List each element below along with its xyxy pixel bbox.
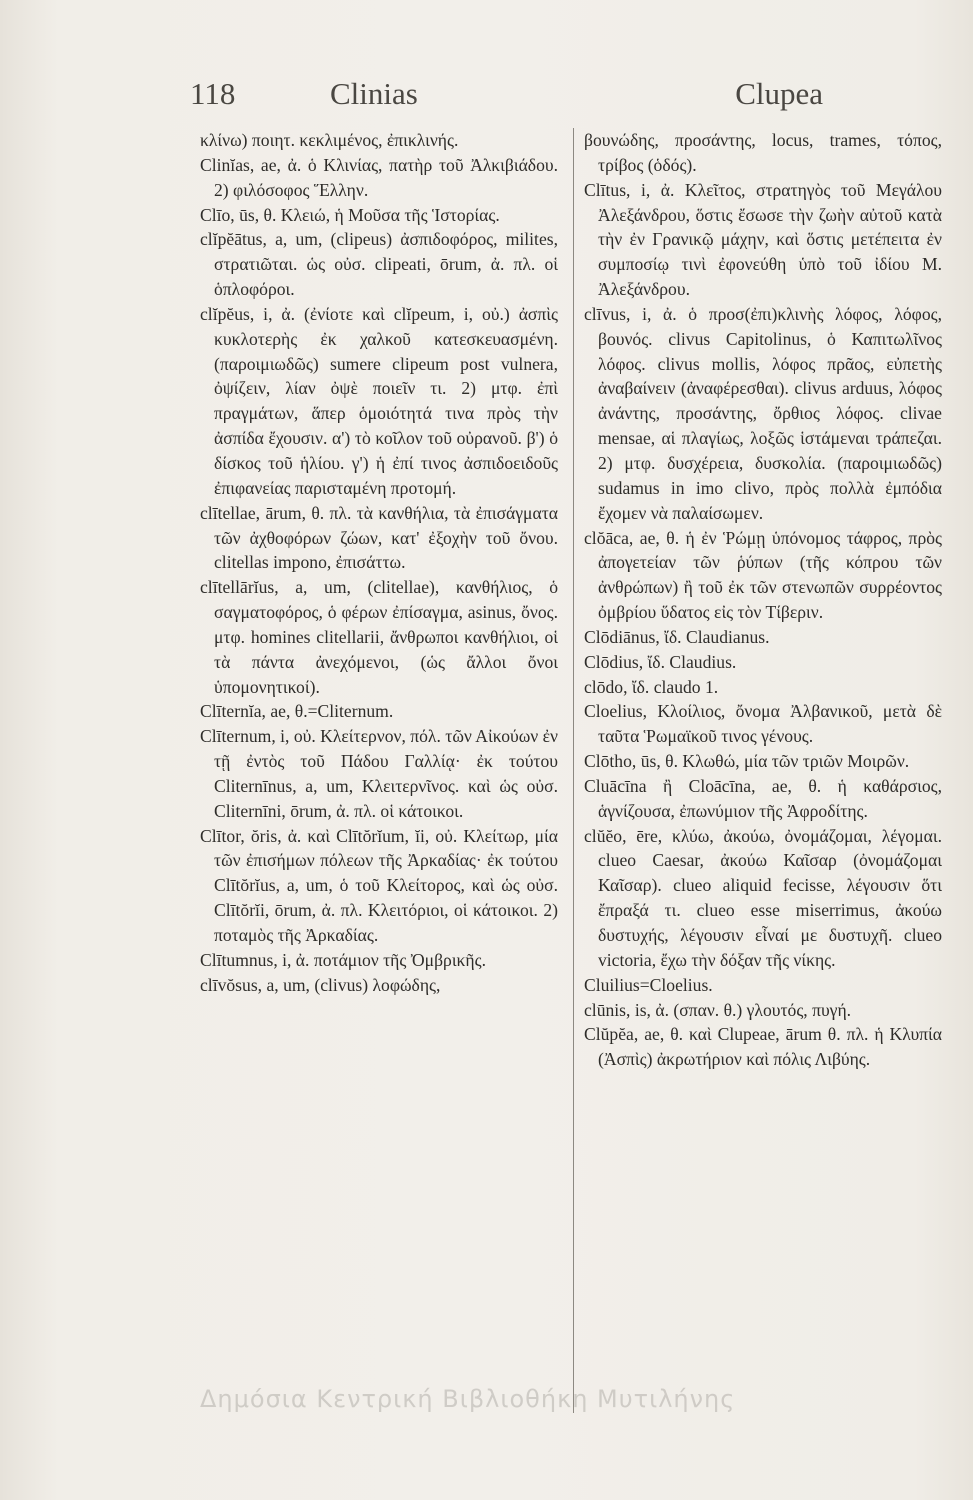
dictionary-entry: Cloelius, Κλοίλιος, ὄνομα Ἀλβανικοῦ, μετὰ δὲ ταῦτα Ῥωμαϊκοῦ τινος γένους. — [584, 701, 942, 747]
dictionary-entry: Clītus, i, ἀ. Κλεῖτος, στρατηγὸς τοῦ Μεγάλου Ἀλεξάνδρου, ὅστις ἔσωσε τὴν ζωὴν αὐτοῦ κατὰ τὴν ἐν Γρανικῷ μάχην, καὶ ὅστις μετέπειτα ἐν συμποσίῳ τινὶ ἐφονεύθη ὑπὸ τοῦ ἰδίου Μ. Ἀλεξάνδρου. — [584, 179, 942, 300]
dictionary-entry: Clŭpĕa, ae, θ. καὶ Clupeae, ārum θ. πλ. ἡ Κλυπία (Ἀσπὶς) ἀκρωτήριον καὶ πόλις Λιβύης. — [584, 1024, 942, 1070]
dictionary-entry: clītellārĭus, a, um, (clitellae), κανθήλιος, ὁ σαγματοφόρος, ὁ φέρων ἐπίσαγμα, asinus, ὄνος. μτφ. homines clitellarii, ἄνθρωποι κανθήλιοι, οἱ τὰ πάντα ἀνεχόμενοι, (ὡς ἄλλοι ὄνοι ὑπομονητικοί). — [200, 577, 558, 697]
dictionary-entry: Clōdiānus, ἴδ. Claudianus. — [584, 626, 770, 647]
dictionary-entry: Cluācīna ἢ Cloācīna, ae, θ. ἡ καθάρσιος, ἁγνίζουσα, ἐπωνύμιον τῆς Ἀφροδίτης. — [584, 775, 942, 821]
dictionary-entry: Clōtho, ūs, θ. Κλωθώ, μία τῶν τριῶν Μοιρῶν. — [584, 751, 910, 772]
library-watermark: Δημόσια Κεντρική Βιβλιοθήκη Μυτιλήνης — [200, 1385, 736, 1413]
dictionary-entry: Clīternum, i, οὐ. Κλείτερνον, πόλ. τῶν Αἰκούων ἐν τῇ ἐντὸς τοῦ Πάδου Γαλλίᾳ· ἐκ τούτου Cliternīnus, a, um, Κλειτερνῖνος. καὶ ὡς οὐσ. Cliternīni, ōrum, ἀ. πλ. οἱ κάτοικοι. — [200, 726, 558, 821]
dictionary-entry: Clīo, ūs, θ. Κλειώ, ἡ Μοῦσα τῆς Ἱστορίας. — [200, 204, 500, 225]
dictionary-entry: clūnis, is, ἀ. (σπαν. θ.) γλουτός, πυγή. — [584, 999, 852, 1020]
dictionary-entry: Clīternĭa, ae, θ.=Cliternum. — [200, 701, 394, 722]
dictionary-entry: βουνώδης, προσάντης, locus, trames, τόπος, τρίβος (ὁδός). — [584, 130, 942, 175]
column-divider — [573, 128, 574, 1413]
dictionary-entry: clōdo, ἴδ. claudo 1. — [584, 676, 719, 697]
dictionary-entry: clŏāca, ae, θ. ἡ ἐν Ῥώμῃ ὑπόνομος τάφρος, πρὸς ἀπογετείαν τῶν ῥύπων (τῆς κόπρου τῶν ἀνθρώπων) ἢ τοῦ ἐκ τῶν στενωπῶν συρρέοντος ὀμβρίου ὕδατος εἰς τὸν Τίβεριν. — [584, 527, 942, 623]
page-header — [190, 76, 823, 120]
dictionary-entry: clīvŏsus, a, um, (clivus) λοφώδης, — [200, 974, 441, 995]
page-number: 118 — [190, 76, 236, 111]
dictionary-entry: clĭpĕus, i, ἀ. (ἐνίοτε καὶ clĭpeum, i, οὐ.) ἀσπὶς κυκλοτερὴς ἐκ χαλκοῦ κατεσκευασμένη. (παροιμιωδῶς) sumere clipeum post vulnera, ὀψίζειν, λίαν ὀψὲ ποιεῖν τι. 2) μτφ. ἐπὶ πραγμάτων, ἅπερ ὁμοιότητά τινα πρὸς τὴν ἀσπίδα ἔχουσιν. α') τὸ κοῖλον τοῦ οὐρανοῦ. β') ὁ δίσκος τοῦ ἡλίου. γ') ἡ ἐπί τινος ἀσπιδοειδοῦς ἐπιφανείας παρισταμένη προτομή. — [200, 303, 558, 498]
dictionary-entry: Clōdius, ἴδ. Claudius. — [584, 651, 737, 672]
dictionary-entry: clīvus, i, ἀ. ὁ προσ(ἐπι)κλινὴς λόφος, λόφος, βουνός. clivus Capitolinus, ὁ Καπιτωλῖνος λόφος. clivus mollis, λόφος πρᾶος, εὐπετὴς ἀναβαίνειν (ἀναφέρεσθαι). clivus arduus, λόφος ἀνάντης, προσάντης, ὄρθιος λόφος. clivae mensae, αἱ πλαγίως, λοξῶς ἱστάμεναι τράπεζαι. 2) μτφ. δυσχέρεια, δυσκολία. (παροιμιωδῶς) sudamus in imo clivo, πρὸς πολλὰ ἐμπόδια ἔχομεν νὰ παλαίσωμεν. — [584, 303, 942, 523]
guide-word-left: Clinias — [330, 76, 418, 111]
dictionary-entry: Clītor, ŏris, ἀ. καὶ Clītŏrĭum, ĭi, οὐ. Κλείτωρ, μία τῶν ἐπισήμων πόλεων τῆς Ἀρκαδίας· ἐκ τούτου Clītŏrĭus, a, um, ὁ τοῦ Κλείτορος, καὶ ὡς οὐσ. Clītŏrĭi, ōrum, ἀ. πλ. Κλειτόριοι, οἱ κάτοικοι. 2) ποταμὸς τῆς Ἀρκαδίας. — [200, 825, 558, 945]
dictionary-entry: clĭpĕātus, a, um, (clipeus) ἀσπιδοφόρος, milites, στρατιῶται. ὡς οὐσ. clipeati, ōrum, ἀ. πλ. οἱ ὁπλοφόροι. — [200, 229, 558, 300]
dictionary-entry: clŭĕo, ēre, κλύω, ἀκούω, ὀνομάζομαι, λέγομαι. clueo Caesar, ἀκούω Καῖσαρ (ὀνομάζομαι Καῖσαρ). clueo aliquid fecisse, λέγουσιν ὅτι ἔπραξά τι. clueo esse miserrimus, ἀκούω δυστυχής, λέγουσιν εἶναί με δυστυχῆ. clueo victoria, ἔχω τὴν δόξαν τῆς νίκης. — [584, 825, 942, 970]
dictionary-entry: κλίνω) ποιητ. κεκλιμένος, ἐπικλινής. — [200, 130, 459, 150]
dictionary-entry: Cluilius=Cloelius. — [584, 974, 713, 995]
left-column — [200, 128, 558, 998]
right-column — [584, 128, 942, 1072]
dictionary-entry: clītellae, ārum, θ. πλ. τὰ κανθήλια, τὰ ἐπισάγματα τῶν ἀχθοφόρων ζώων, κατ' ἐξοχὴν τοῦ ὄνου. clitellas impono, ἐπισάττω. — [200, 502, 558, 573]
dictionary-entry: Clītumnus, i, ἀ. ποτάμιον τῆς Ὀμβρικῆς. — [200, 949, 486, 970]
dictionary-entry: Clinĭas, ae, ἀ. ὁ Κλινίας, πατὴρ τοῦ Ἀλκιβιάδου. 2) φιλόσοφος Ἕλλην. — [200, 154, 558, 200]
guide-word-right: Clupea — [735, 76, 823, 111]
